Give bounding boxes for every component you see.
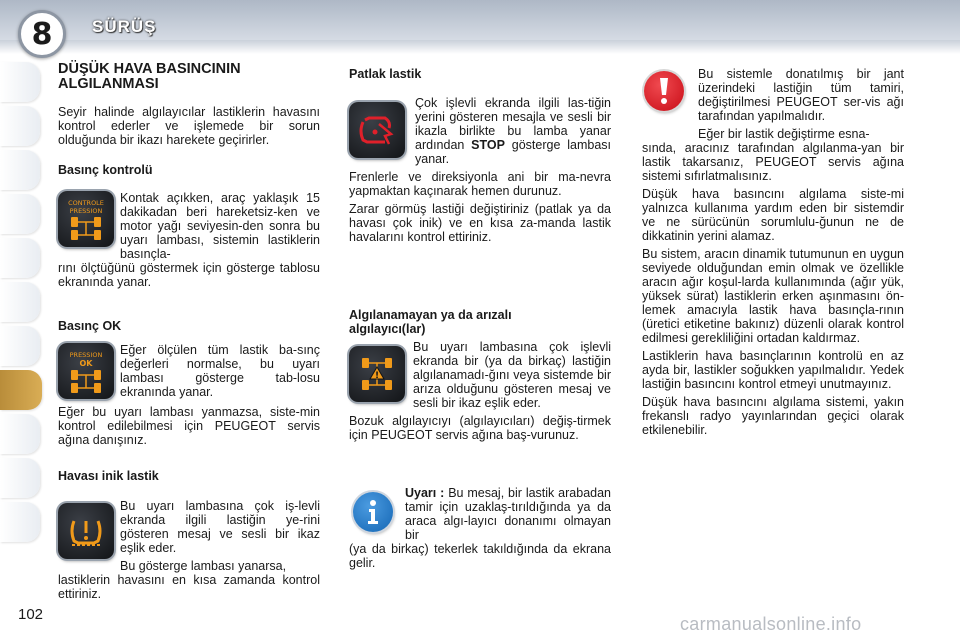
sensor-heading: Algılanamayan ya da arızalı algılayıcı(lar): [349, 308, 512, 336]
warning-text-wrap-2: Eğer bir lastik değiştirme esna-: [698, 127, 870, 141]
pressure-check-lamp-icon: [58, 191, 114, 247]
sensor-text: Bozuk algılayıcıyı (algılayıcıları) değiş-tirmek için PEUGEOT servis ağına baş-vurunuz.: [349, 414, 611, 442]
right-column: [642, 62, 904, 437]
pressure-check-heading: Basınç kontrolü: [58, 163, 153, 177]
info-note-text-a: Bu mesaj, bir lastik arabadan tamir için uzaklaş-tırıldığında ya da araca algı-layıcı donanımı olmayan bir: [405, 486, 611, 542]
watermark: carmanualsonline.info: [680, 614, 862, 634]
flat-tyre-para-2: Zarar görmüş lastiği değiştiriniz (patlak ya da havası çok inik) ve en kısa za-manda lastik havalarını kontrol ettiriniz.: [349, 202, 611, 244]
info-icon: [353, 492, 393, 532]
flat-tyre-para-1: Frenlerle ve direksiyonla ani bir ma-nevra yapmaktan kaçınarak hemen durunuz.: [349, 170, 611, 198]
intro-paragraph: Seyir halinde algılayıcılar lastiklerin havasını kontrol ederler ve işlemede bir sorun olduğunda bir ikazı harekete geçirirler.: [58, 105, 320, 147]
chapter-tab[interactable]: [0, 238, 40, 278]
chapter-tab[interactable]: [0, 414, 40, 454]
flat-tyre-text-a: Çok işlevli ekranda ilgili las-tiğin yerini gösteren mesajla ve sesli bir ikazla birlikte bu lamba yanar ardından: [415, 96, 611, 152]
deflated-text-wrap-2: Bu gösterge lambası yanarsa,: [120, 559, 287, 573]
chapter-title: SÜRÜŞ: [92, 17, 157, 36]
warning-icon: [644, 71, 684, 111]
header-band-fade: [0, 40, 960, 54]
chapter-tab[interactable]: [0, 282, 40, 322]
svg-text:PRESSION: PRESSION: [69, 351, 103, 359]
pressure-ok-text-wrap: Eğer ölçülen tüm lastik ba-sınç değerleri normalse, bu uyarı lambası gösterge tab-losu ekranında yanar.: [120, 343, 320, 399]
chapter-tab-active[interactable]: [0, 370, 42, 410]
middle-column: [349, 62, 611, 570]
flat-tyre-text-wrap: [415, 96, 611, 166]
pressure-check-text: rını ölçtüğünü göstermek için gösterge tablosu ekranında yanar.: [58, 261, 320, 289]
chapter-tabs: [0, 62, 44, 546]
deflated-tyre-lamp-icon: [58, 503, 114, 559]
chapter-tab[interactable]: [0, 326, 40, 366]
svg-text:OK: OK: [79, 359, 93, 368]
sensor-text-wrap: Bu uyarı lambasına çok işlevli ekranda bir (ya da birkaç) lastiğin algılanamadı-ğını veya sistemde bir arıza olduğunu gösteren mesaj ve sesli bir ikaz eşlik eder.: [413, 340, 611, 410]
deflated-text-wrap-1: Bu uyarı lambasına çok iş-levli ekranda ilgili lastiğin ye-rini gösteren mesaj ve sesli bir ikaz eşlik eder.: [120, 499, 320, 555]
svg-text:!: !: [374, 371, 380, 381]
flat-tyre-lamp-icon: [349, 102, 405, 158]
left-column: [58, 62, 320, 601]
info-note-text: (ya da birkaç) tekerlek takıldığında da ekrana gelir.: [349, 542, 611, 570]
flat-tyre-heading: Patlak lastik: [349, 67, 422, 81]
pressure-ok-heading: Basınç OK: [58, 319, 122, 333]
chapter-tab[interactable]: [0, 458, 40, 498]
flat-tyre-text-b: gösterge lambası yanar.: [415, 138, 611, 166]
chapter-tab[interactable]: [0, 106, 40, 146]
sensor-fault-lamp-icon: [349, 346, 405, 402]
pressure-ok-lamp-icon: [58, 343, 114, 399]
warning-text-wrap-1: Bu sistemle donatılmış bir jant üzerindeki lastiğin tüm tamiri, değiştirilmesi PEUGEOT ser-vis ağı tarafından yapılmalıdır.: [698, 67, 904, 123]
right-para-1: Düşük hava basıncını algılama siste-mi yalnızca kullanıma yardım eden bir sistemdir ve ne sürücünün sorumlulu-ğunun ne de dikkatinin yerini alamaz.: [642, 187, 904, 243]
chapter-tab[interactable]: [0, 194, 40, 234]
warning-text: sında, aracınız tarafından algılanma-yan bir lastik takarsanız, PEUGEOT servis ağına sistemi sıfırlatmalısınız.: [642, 141, 904, 183]
pressure-ok-text: Eğer bu uyarı lambası yanmazsa, siste-min kontrol edilebilmesi için PEUGEOT servis ağına danışınız.: [58, 405, 320, 447]
pressure-check-text-wrap: Kontak açıkken, araç yaklaşık 15 dakikadan beri hareketsiz-ken ve motor yağı seviyesin-den sonra bu uyarı lambası, sistemin lastiklerin basınçla-: [120, 191, 320, 261]
chapter-number-badge: 8: [18, 10, 66, 58]
stop-word: STOP: [471, 138, 505, 152]
svg-text:CONTROLE: CONTROLE: [68, 199, 104, 207]
deflated-heading: Havası inik lastik: [58, 469, 159, 483]
info-note-text-wrap: [405, 486, 611, 542]
deflated-text: lastiklerin havasını en kısa zamanda kontrol ettiriniz.: [58, 573, 320, 601]
right-para-2: Bu sistem, aracın dinamik tutumunun en uygun seviyede olduğundan emin olmak ve özellikle aracın ağır koşul-larda kullanımında (ağır yük, yüksek sürat) lastiklerin erken aşınmasını ön-lemek amacıyla lastik hava basınçla-rının (üretici etiketine bakınız) düzenli olarak kontrol edilmesi gerekliliğini ortadan kaldırmaz.: [642, 247, 904, 345]
page-number: 102: [18, 606, 44, 623]
right-para-3: Lastiklerin hava basınçlarının kontrolü en az ayda bir, lastikler soğukken yapılmalıdır. Yedek lastiğin basıncını kontrol etmeyi unutmayınız.: [642, 349, 904, 391]
chapter-tab[interactable]: [0, 502, 40, 542]
right-para-4: Düşük hava basıncını algılama sistemi, yakın frekanslı radyo yayınlarından geçici olarak etkilenebilir.: [642, 395, 904, 437]
section-title: DÜŞÜK HAVA BASINCININ ALGILANMASI: [58, 61, 241, 92]
info-note-label: Uyarı :: [405, 486, 445, 500]
chapter-tab[interactable]: [0, 150, 40, 190]
svg-text:PRESSION: PRESSION: [69, 207, 103, 215]
chapter-tab[interactable]: [0, 62, 40, 102]
